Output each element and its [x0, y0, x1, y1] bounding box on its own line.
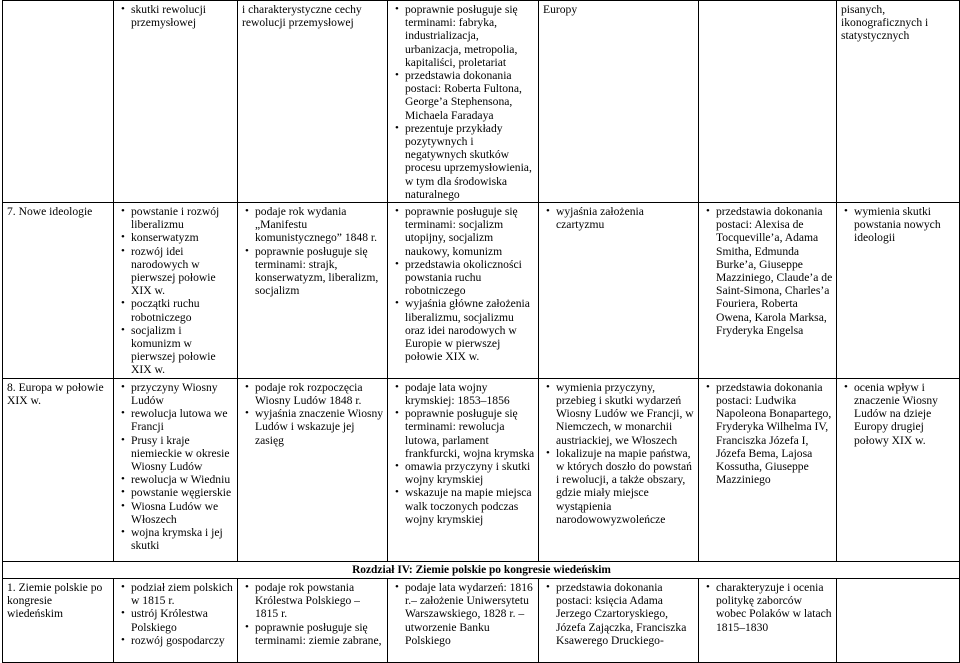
- requirement-list: [543, 381, 695, 526]
- requirement-list: [841, 205, 956, 245]
- topic-title: 1. Ziemie polskie po kongresie wiedeńskim: [7, 580, 103, 621]
- curriculum-table: [2, 0, 960, 663]
- requirement-list: [392, 205, 535, 363]
- requirement-item: • podaje rok wydania „Manifestu komunistycznego” 1848 r.: [242, 205, 384, 245]
- requirement-item: • podaje lata wydarzeń: 1816 r.– założenie Uniwersytetu Warszawskiego, 1828 r. – utworzenie Banku Polskiego: [392, 581, 535, 647]
- requirement-cell-c2: [114, 378, 238, 561]
- requirement-item: • rozwój idei narodowych w pierwszej połowie XIX w.: [118, 245, 234, 298]
- requirement-item: • socjalizm i komunizm w pierwszej połowie XIX w.: [118, 324, 234, 377]
- requirement-list: [242, 581, 384, 647]
- requirement-cell-c6: [699, 1, 837, 203]
- topic-title: 7. Nowe ideologie: [7, 205, 93, 219]
- requirement-item: • omawia przyczyny i skutki wojny krymskiej: [392, 460, 535, 486]
- table-row: [3, 203, 960, 379]
- requirement-list: [543, 205, 695, 231]
- requirement-item: • poprawnie posługuje się terminami: fabryka, industrializacja, urbanizacja, metropolia, kapitaliści, proletariat: [392, 3, 535, 69]
- requirement-item: • prezentuje przykłady pozytywnych i negatywnych skutków procesu uprzemysłowienia, w tym dla środowiska naturalnego: [392, 122, 535, 201]
- requirement-cell-c5: [539, 1, 699, 203]
- topic-cell: [3, 378, 114, 561]
- requirement-item: • podaje rok rozpoczęcia Wiosny Ludów 1848 r.: [242, 381, 384, 407]
- requirement-cell-c3: [238, 1, 388, 203]
- requirement-item: • przyczyny Wiosny Ludów: [118, 381, 234, 407]
- requirement-item: • lokalizuje na mapie państwa, w których doszło do powstań i rewolucji, a także obszary, gdzie miały miejsce wystąpienia narodowowyzwoleńcze: [543, 447, 695, 526]
- table-row: [3, 578, 960, 662]
- requirement-cell-c4: [388, 378, 539, 561]
- topic-title: 8. Europa w połowie XIX w.: [7, 380, 104, 407]
- chapter-heading: Rozdział IV: Ziemie polskie po kongresie wiedeńskim: [3, 561, 960, 578]
- topic-cell: [3, 1, 114, 203]
- requirement-item: • wojna krymska i jej skutki: [118, 526, 234, 552]
- requirement-item: • wymienia skutki powstania nowych ideologii: [841, 205, 956, 245]
- requirement-item: • podział ziem polskich w 1815 r.: [118, 581, 234, 607]
- requirement-cell-c4: [388, 578, 539, 662]
- requirement-item: • poprawnie posługuje się terminami: socjalizm utopijny, socjalizm naukowy, komunizm: [392, 205, 535, 258]
- requirement-list: [242, 381, 384, 447]
- requirement-item: • rewolucja lutowa we Francji: [118, 407, 234, 433]
- requirement-item: • powstanie węgierskie: [118, 486, 234, 499]
- requirement-item: Europy: [543, 3, 578, 16]
- requirement-cell-c3: [238, 378, 388, 561]
- requirement-item: • ocenia wpływ i znaczenie Wiosny Ludów na dzieje Europy drugiej połowy XIX w.: [841, 381, 956, 447]
- requirement-list: [118, 381, 234, 553]
- requirement-item: • podaje lata wojny krymskiej: 1853–1856: [392, 381, 535, 407]
- requirement-item: • podaje rok powstania Królestwa Polskiego – 1815 r.: [242, 581, 384, 621]
- requirement-item: • rozwój gospodarczy: [118, 634, 234, 647]
- requirement-item: • wymienia przyczyny, przebieg i skutki wydarzeń Wiosny Ludów we Francji, w Niemczech, w monarchii austriackiej, we Włoszech: [543, 381, 695, 447]
- requirement-item: • początki ruchu robotniczego: [118, 297, 234, 323]
- table-body: [3, 1, 960, 663]
- requirement-list: [703, 205, 833, 337]
- requirement-item: • Prusy i kraje niemieckie w okresie Wiosny Ludów: [118, 434, 234, 474]
- topic-cell: [3, 203, 114, 379]
- requirement-cell-c5: [539, 578, 699, 662]
- requirement-list: [118, 3, 234, 29]
- requirement-item: • konserwatyzm: [118, 231, 234, 244]
- requirement-item: • poprawnie posługuje się terminami: rewolucja lutowa, parlament frankfurcki, wojna krymska: [392, 407, 535, 460]
- requirement-cell-c5: [539, 203, 699, 379]
- requirement-item: • ustrój Królestwa Polskiego: [118, 607, 234, 633]
- table-row: [3, 1, 960, 203]
- table-row: [3, 378, 960, 561]
- requirement-item: • przedstawia okoliczności powstania ruchu robotniczego: [392, 258, 535, 298]
- requirement-list: [543, 581, 695, 647]
- requirement-list: [118, 581, 234, 647]
- requirement-item: • charakteryzuje i ocenia politykę zaborców wobec Polaków w latach 1815–1830: [703, 581, 833, 634]
- requirement-item: • powstanie i rozwój liberalizmu: [118, 205, 234, 231]
- requirement-list: [543, 3, 695, 16]
- requirement-list: [118, 205, 234, 377]
- requirement-list: [242, 3, 384, 29]
- requirement-list: [242, 205, 384, 297]
- requirement-item: • poprawnie posługuje się terminami: strajk, konserwatyzm, liberalizm, socjalizm: [242, 245, 384, 298]
- requirement-item: • skutki rewolucji przemysłowej: [118, 3, 234, 29]
- requirement-cell-c3: [238, 203, 388, 379]
- requirement-cell-c5: [539, 378, 699, 561]
- requirement-item: • przedstawia dokonania postaci: księcia Adama Jerzego Czartoryskiego, Józefa Zajączka, Franciszka Ksawerego Druckiego-: [543, 581, 695, 647]
- requirement-item: i charakterystyczne cechy rewolucji przemysłowej: [242, 3, 362, 30]
- requirement-cell-c3: [238, 578, 388, 662]
- requirement-cell-c4: [388, 203, 539, 379]
- requirement-item: pisanych, ikonograficznych i statystycznych: [841, 3, 929, 43]
- requirement-cell-c6: [699, 378, 837, 561]
- requirement-item: • wyjaśnia znaczenie Wiosny Ludów i wskazuje jej zasięg: [242, 407, 384, 447]
- requirement-item: • przedstawia dokonania postaci: Ludwika Napoleona Bonapartego, Fryderyka Wilhelma IV, Franciszka Józefa I, Józefa Bema, Lajosa Kossutha, Giuseppe Mazziniego: [703, 381, 833, 487]
- requirement-list: [841, 3, 956, 43]
- requirement-list: [392, 381, 535, 526]
- requirement-item: • poprawnie posługuje się terminami: ziemie zabrane,: [242, 621, 384, 647]
- requirement-list: [392, 3, 535, 201]
- requirement-item: • wskazuje na mapie miejsca walk toczonych podczas wojny krymskiej: [392, 486, 535, 526]
- requirement-cell-c6: [699, 203, 837, 379]
- requirement-cell-c7: [837, 1, 960, 203]
- chapter-row: [3, 561, 960, 578]
- requirement-list: [703, 381, 833, 487]
- requirement-item: • rewolucja w Wiedniu: [118, 473, 234, 486]
- requirement-list: [841, 381, 956, 447]
- requirement-cell-c2: [114, 1, 238, 203]
- requirement-item: • przedstawia dokonania postaci: Alexisa de Tocqueville’a, Adama Smitha, Edmunda Burke’a, Giuseppe Mazziniego, Claude’a de Saint-Simona, Charles’a Fouriera, Roberta Owena, Karola Marksa, Fryderyka Engelsa: [703, 205, 833, 337]
- requirement-cell-c7: [837, 378, 960, 561]
- requirement-cell-c4: [388, 1, 539, 203]
- requirement-cell-c6: [699, 578, 837, 662]
- requirement-item: • Wiosna Ludów we Włoszech: [118, 500, 234, 526]
- topic-cell: [3, 578, 114, 662]
- requirement-cell-c2: [114, 578, 238, 662]
- requirement-item: • przedstawia dokonania postaci: Roberta Fultona, George’a Stephensona, Michaela Faradaya: [392, 69, 535, 122]
- requirement-cell-c2: [114, 203, 238, 379]
- requirement-cell-c7: [837, 203, 960, 379]
- requirement-item: • wyjaśnia założenia czartyzmu: [543, 205, 695, 231]
- requirement-list: [392, 581, 535, 647]
- requirement-cell-c7: [837, 578, 960, 662]
- requirement-item: • wyjaśnia główne założenia liberalizmu, socjalizmu oraz idei narodowych w Europie w pierwszej połowie XIX w.: [392, 297, 535, 363]
